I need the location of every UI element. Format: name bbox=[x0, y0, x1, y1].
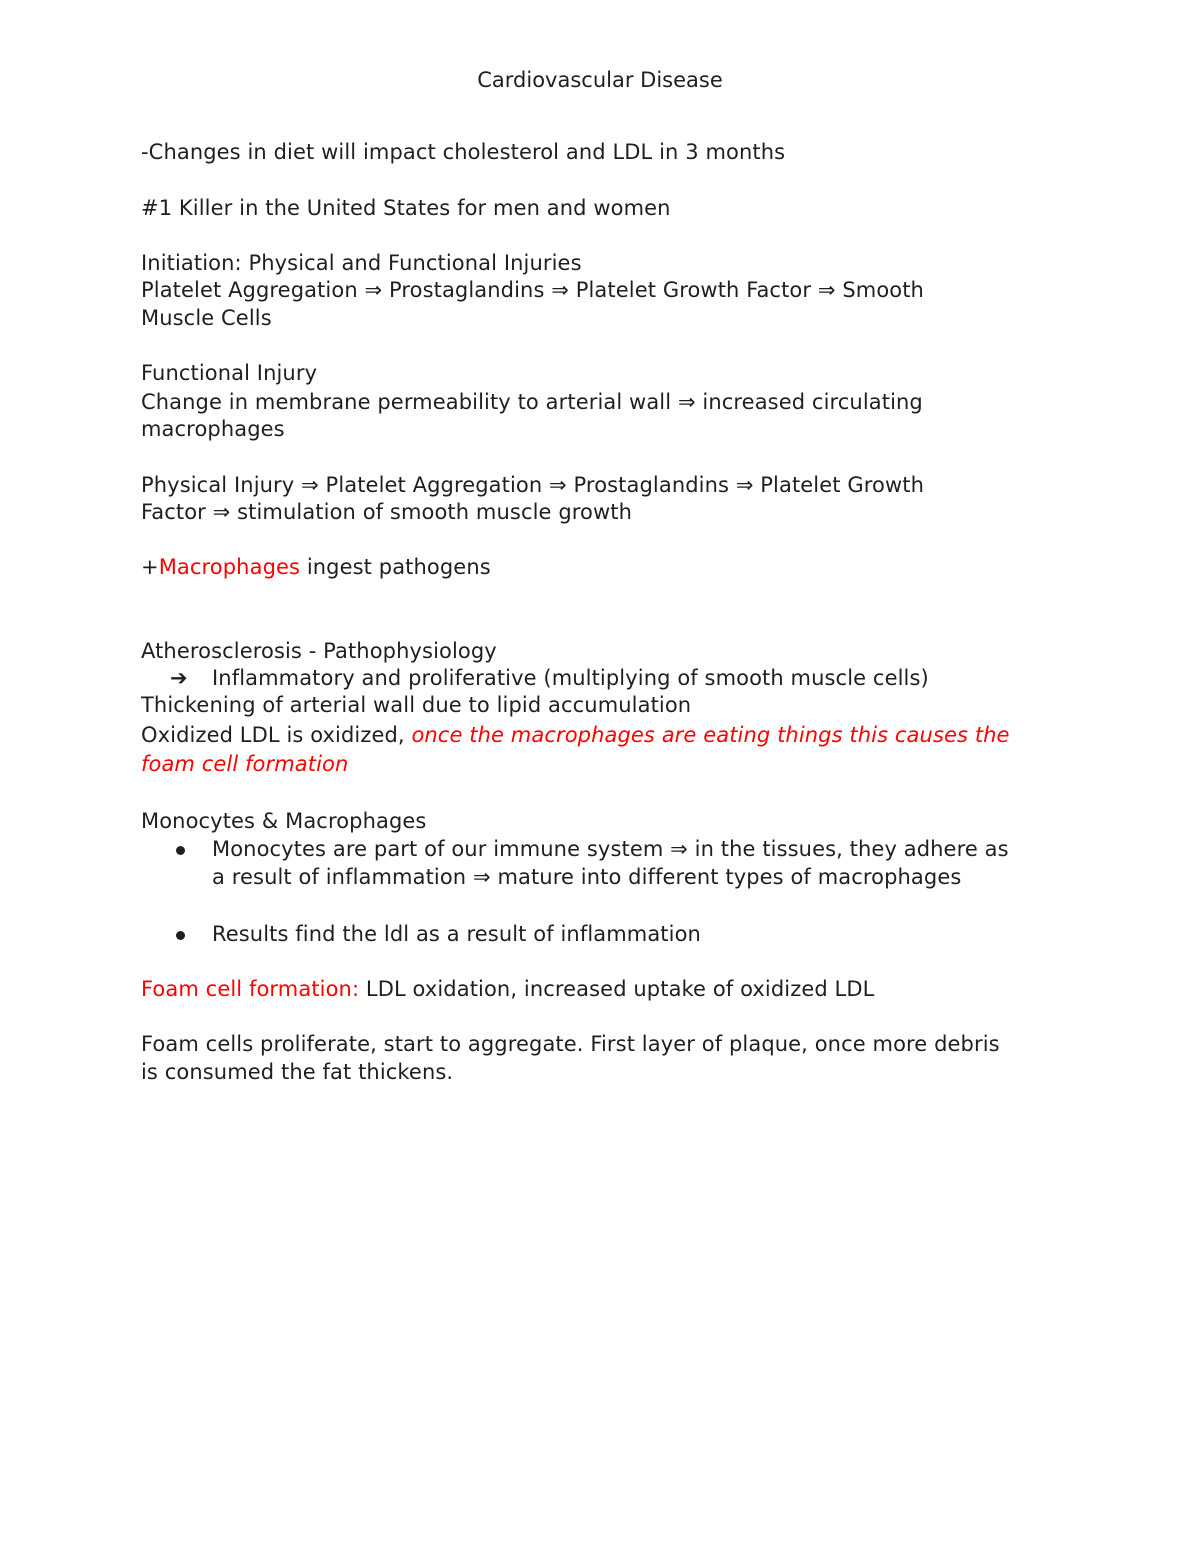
foam-cell-text: LDL oxidation, increased uptake of oxidized LDL bbox=[359, 977, 875, 1001]
macrophages-rest: ingest pathogens bbox=[300, 555, 491, 579]
monocytes-bullet-1-line-2: a result of inflammation ⇒ mature into different types of macrophages bbox=[212, 865, 962, 889]
plus-prefix: + bbox=[141, 555, 159, 579]
oxidized-red-text: once the macrophages are eating things this causes the bbox=[411, 723, 1010, 747]
monocytes-bullet-2: Results find the ldl as a result of inflammation bbox=[212, 922, 701, 946]
killer-note: #1 Killer in the United States for men and women bbox=[141, 196, 671, 220]
arrow-icon: ➔ bbox=[170, 666, 188, 690]
initiation-line-1: Platelet Aggregation ⇒ Prostaglandins ⇒ Platelet Growth Factor ⇒ Smooth bbox=[141, 278, 924, 302]
physical-line-1: Physical Injury ⇒ Platelet Aggregation ⇒ Prostaglandins ⇒ Platelet Growth bbox=[141, 473, 924, 497]
bullet-icon bbox=[176, 931, 185, 940]
oxidized-line-2: foam cell formation bbox=[141, 752, 349, 776]
bullet-icon bbox=[176, 846, 185, 855]
macrophages-highlight: Macrophages bbox=[158, 555, 301, 579]
foam-cell-label: Foam cell formation: bbox=[141, 977, 360, 1001]
oxidized-prefix: Oxidized LDL is oxidized, bbox=[141, 723, 412, 747]
functional-line-2: macrophages bbox=[141, 417, 285, 441]
monocytes-heading: Monocytes & Macrophages bbox=[141, 809, 427, 833]
monocytes-bullet-1-line-1: Monocytes are part of our immune system ⇒ in the tissues, they adhere as bbox=[212, 837, 1009, 861]
functional-line-1: Change in membrane permeability to arterial wall ⇒ increased circulating bbox=[141, 390, 923, 414]
atherosclerosis-arrow-item bbox=[170, 664, 929, 692]
oxidized-line-1 bbox=[141, 721, 1010, 749]
diet-note: -Changes in diet will impact cholesterol and LDL in 3 months bbox=[141, 140, 786, 164]
final-line-1: Foam cells proliferate, start to aggregate. First layer of plaque, once more debris bbox=[141, 1032, 1000, 1056]
functional-heading: Functional Injury bbox=[141, 361, 318, 385]
atherosclerosis-heading: Atherosclerosis - Pathophysiology bbox=[141, 639, 497, 663]
arrow-item-text: Inflammatory and proliferative (multiplying of smooth muscle cells) bbox=[212, 666, 929, 690]
macrophages-note bbox=[141, 553, 491, 581]
thickening-line: Thickening of arterial wall due to lipid accumulation bbox=[141, 693, 692, 717]
document-title: Cardiovascular Disease bbox=[477, 68, 723, 92]
final-line-2: is consumed the fat thickens. bbox=[141, 1060, 454, 1084]
initiation-line-2: Muscle Cells bbox=[141, 306, 272, 330]
foam-cell-line bbox=[141, 975, 874, 1003]
initiation-heading: Initiation: Physical and Functional Injuries bbox=[141, 251, 582, 275]
physical-line-2: Factor ⇒ stimulation of smooth muscle growth bbox=[141, 500, 632, 524]
